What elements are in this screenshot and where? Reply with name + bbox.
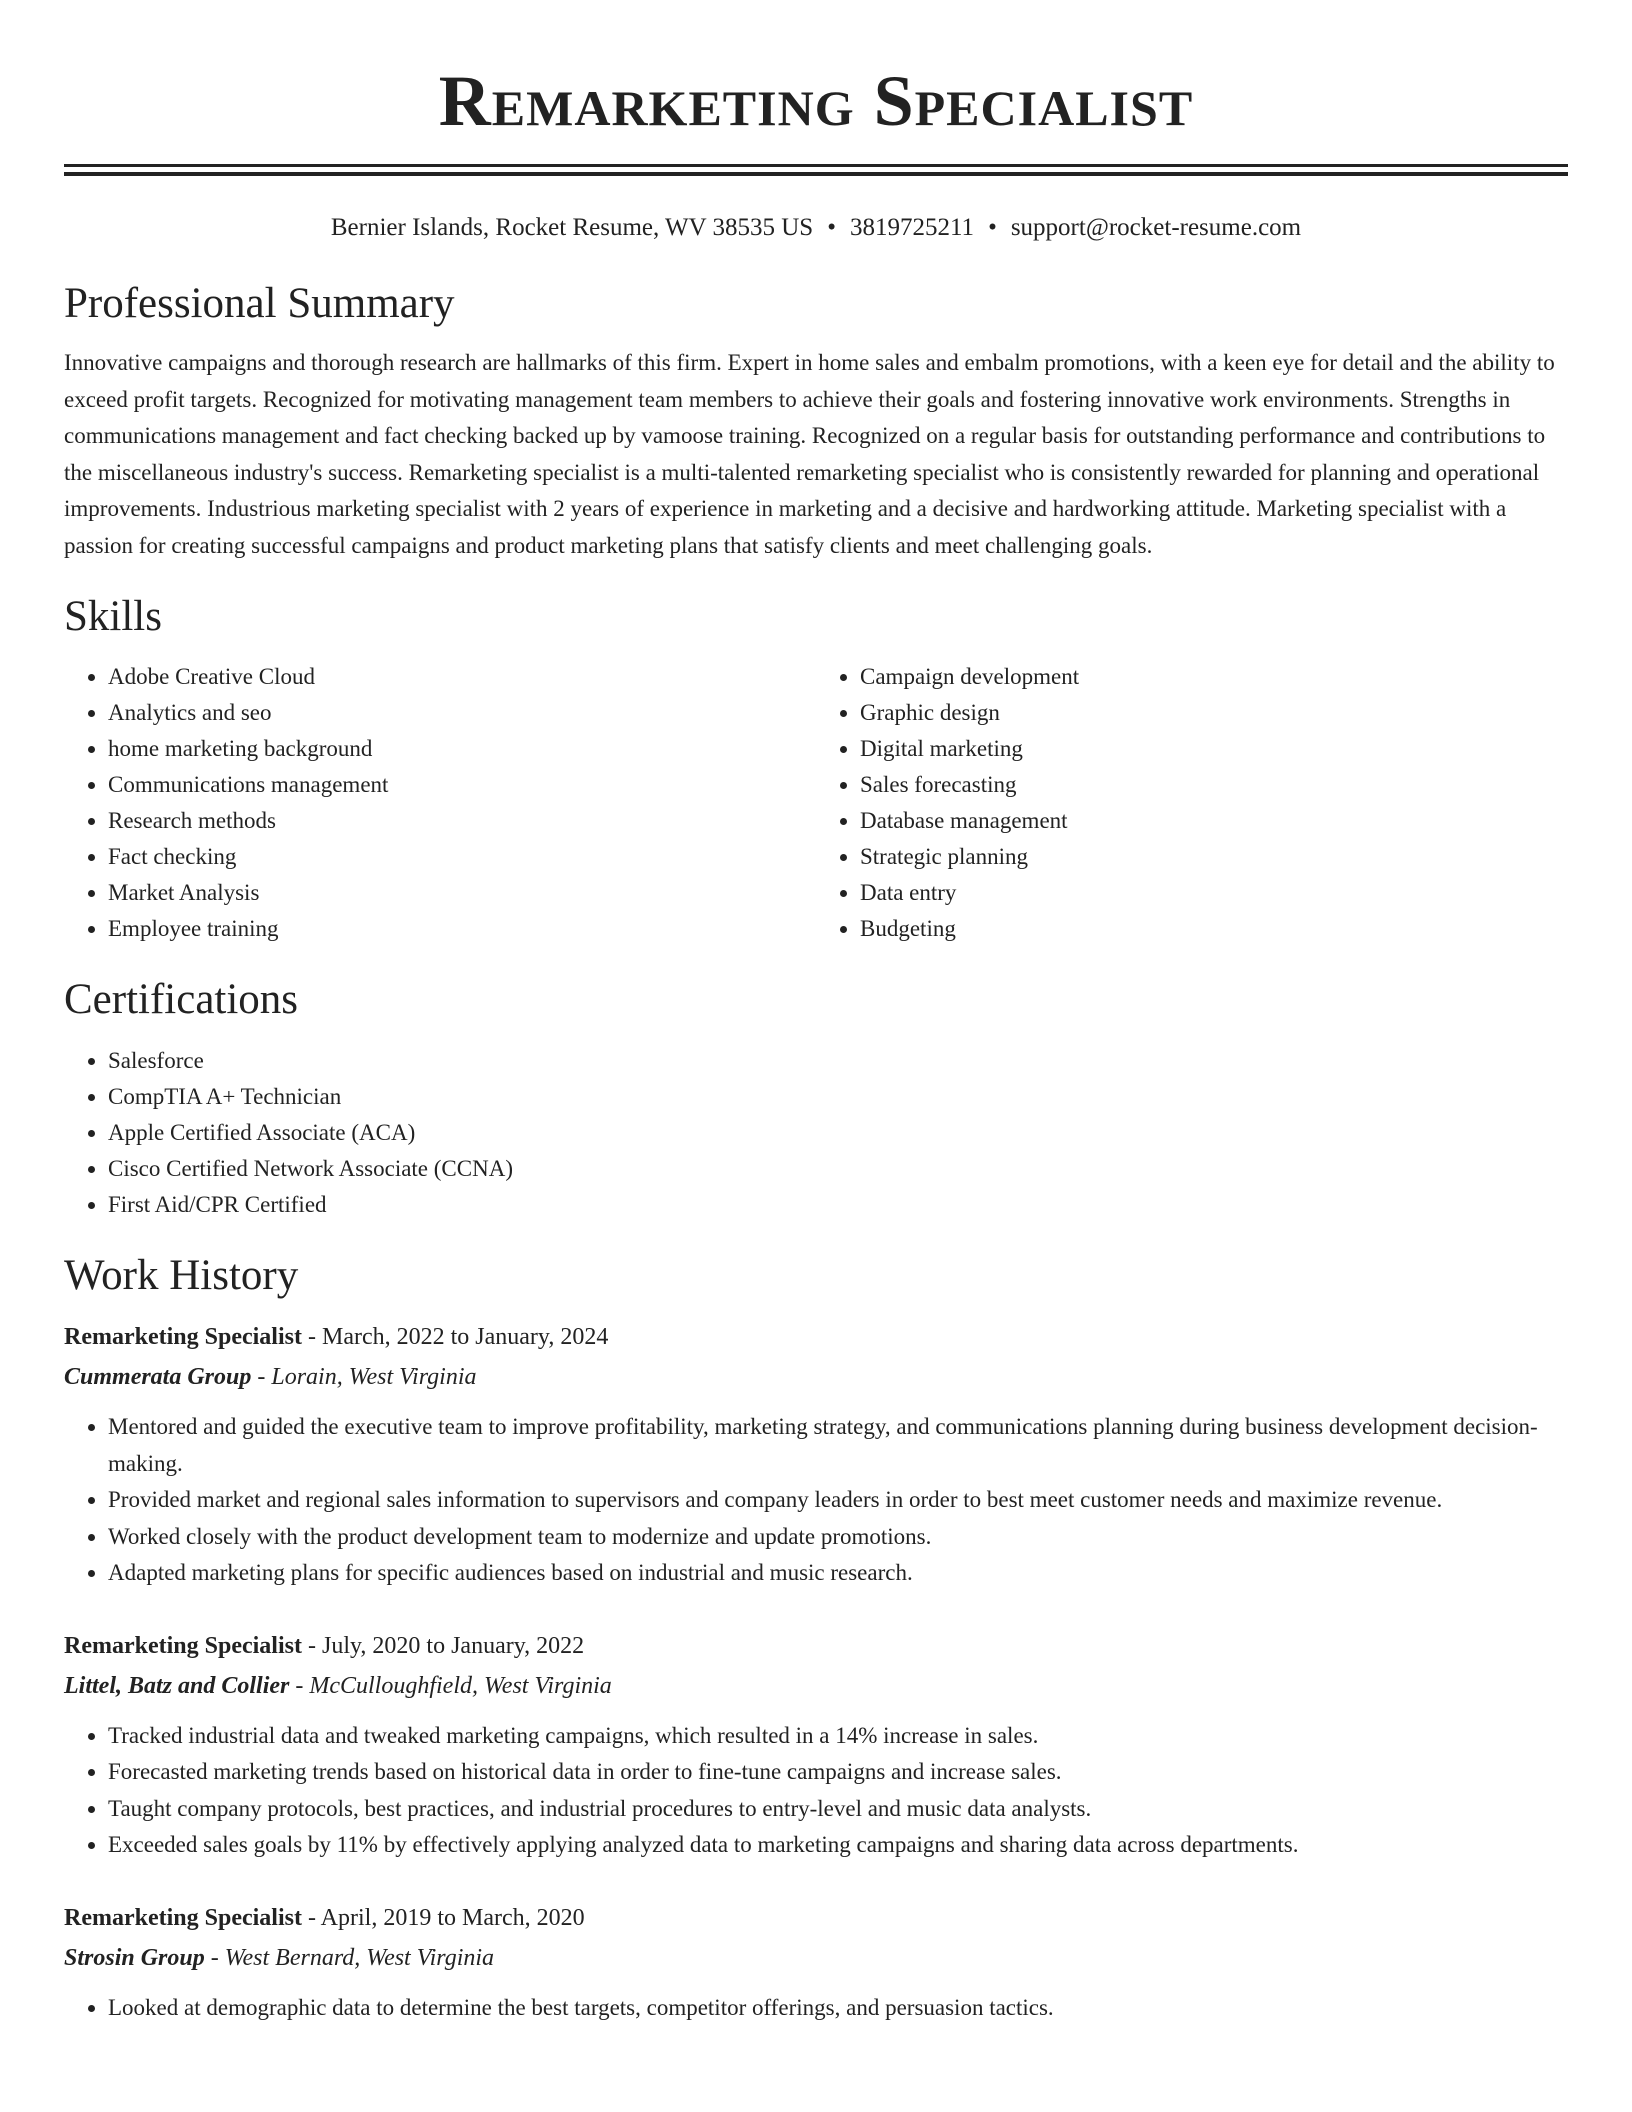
skill-item: • Adobe Creative Cloud: [108, 659, 816, 695]
skills-section: [64, 592, 1568, 947]
job-title: Remarketing Specialist: [64, 1904, 302, 1931]
header-double-rule: [64, 164, 1568, 176]
skill-item: • Budgeting: [860, 911, 1568, 947]
skill-item: • Fact checking: [108, 839, 816, 875]
job-bullets: [64, 1718, 1568, 1864]
job-bullet: • Exceeded sales goals by 11% by effectively applying analyzed data to marketing campaigns and sharing data across departments.: [108, 1827, 1568, 1864]
summary-section: [64, 279, 1568, 564]
job-dates: - July, 2020 to January, 2022: [301, 1632, 585, 1659]
certifications-section: [64, 975, 1568, 1223]
job-company-line: [64, 1938, 1568, 1978]
skill-item: • Digital marketing: [860, 731, 1568, 767]
contact-separator: •: [988, 214, 997, 241]
job-company: Cummerata Group: [64, 1364, 252, 1390]
job-title: Remarketing Specialist: [64, 1632, 302, 1659]
summary-heading: Professional Summary: [64, 280, 455, 327]
skill-item: • Communications management: [108, 767, 816, 803]
job-company-line: [64, 1357, 1568, 1397]
job-bullet: • Tracked industrial data and tweaked marketing campaigns, which resulted in a 14% increase in sales.: [108, 1718, 1568, 1755]
skill-item: • Data entry: [860, 875, 1568, 911]
candidate-name: Remarketing Specialist: [438, 61, 1194, 141]
job-company-line: [64, 1666, 1568, 1706]
job-dates: - April, 2019 to March, 2020: [301, 1904, 585, 1931]
job-company: Littel, Batz and Collier: [64, 1672, 290, 1699]
job-location: - West Bernard, West Virginia: [204, 1944, 495, 1971]
contact-line: [64, 212, 1568, 244]
job-company: Strosin Group: [64, 1944, 205, 1971]
certifications-heading: Certifications: [64, 976, 299, 1023]
job-bullet: • Forecasted marketing trends based on historical data in order to fine-tune campaigns and increase sales.: [108, 1754, 1568, 1791]
job-title-line: [64, 1626, 1568, 1666]
job-location: - Lorain, West Virginia: [251, 1364, 477, 1390]
job-title-line: [64, 1898, 1568, 1938]
certification-item: • Apple Certified Associate (ACA): [108, 1115, 1568, 1151]
skills-list-left: [64, 659, 816, 947]
skill-item: • Market Analysis: [108, 875, 816, 911]
certification-item: • CompTIA A+ Technician: [108, 1079, 1568, 1115]
job-dates: - March, 2022 to January, 2024: [301, 1324, 609, 1350]
certification-item: • Cisco Certified Network Associate (CCNA): [108, 1151, 1568, 1187]
contact-phone: 3819725211: [849, 214, 975, 241]
contact-separator: •: [827, 214, 836, 241]
skill-item: • home marketing background: [108, 731, 816, 767]
certifications-list: [64, 1043, 1568, 1223]
skill-item: • Database management: [860, 803, 1568, 839]
skill-item: • Graphic design: [860, 695, 1568, 731]
certification-item: • First Aid/CPR Certified: [108, 1187, 1568, 1223]
job-bullet: • Mentored and guided the executive team to improve profitability, marketing strategy, and communications planning during business development decision-making.: [108, 1409, 1568, 1482]
job-location: - McCulloughfield, West Virginia: [289, 1672, 612, 1699]
skill-item: • Employee training: [108, 911, 816, 947]
skill-item: • Strategic planning: [860, 839, 1568, 875]
skills-list-right: [816, 659, 1568, 947]
summary-text: Innovative campaigns and thorough research are hallmarks of this firm. Expert in home sales and embalm promotions, with a keen eye for detail and the ability to exceed profit targets. Recognized for motivating management team members to achieve their goals and fostering innovative work environments. Strengths in communications management and fact checking backed up by vamoose training. Recognized on a regular basis for outstanding performance and contributions to the miscellaneous industry's success. Remarketing specialist is a multi-talented remarketing specialist who is consistently rewarded for planning and operational improvements. Industrious marketing specialist with 2 years of experience in marketing and a decisive and hardworking attitude. Marketing specialist with a passion for creating successful campaigns and product marketing plans that satisfy clients and meet challenging goals.: [64, 350, 1555, 558]
job-bullet: • Taught company protocols, best practices, and industrial procedures to entry-level and music data analysts.: [108, 1791, 1568, 1828]
contact-email: support@rocket-resume.com: [1010, 214, 1302, 241]
skill-item: • Analytics and seo: [108, 695, 816, 731]
skill-item: • Research methods: [108, 803, 816, 839]
certification-item: • Salesforce: [108, 1043, 1568, 1079]
skills-grid: [64, 659, 1568, 947]
job-entry: [64, 1317, 1568, 1592]
job-entry: [64, 1626, 1568, 1864]
job-title-line: [64, 1317, 1568, 1357]
skill-item: • Sales forecasting: [860, 767, 1568, 803]
job-bullet: • Adapted marketing plans for specific audiences based on industrial and music research.: [108, 1555, 1568, 1592]
skills-heading: Skills: [64, 593, 162, 640]
job-bullets: [64, 1409, 1568, 1592]
job-bullet: • Provided market and regional sales information to supervisors and company leaders in order to best meet customer needs and maximize revenue.: [108, 1482, 1568, 1519]
job-entry: [64, 1898, 1568, 2027]
job-bullet: • Looked at demographic data to determine the best targets, competitor offerings, and persuasion tactics.: [108, 1990, 1568, 2027]
job-title: Remarketing Specialist: [64, 1324, 302, 1350]
work-history-section: [64, 1251, 1568, 2026]
contact-address: Bernier Islands, Rocket Resume, WV 38535 US: [330, 214, 814, 241]
job-bullets: [64, 1990, 1568, 2027]
job-bullet: • Worked closely with the product development team to modernize and update promotions.: [108, 1519, 1568, 1556]
skill-item: • Campaign development: [860, 659, 1568, 695]
work-history-heading: Work History: [64, 1252, 299, 1299]
